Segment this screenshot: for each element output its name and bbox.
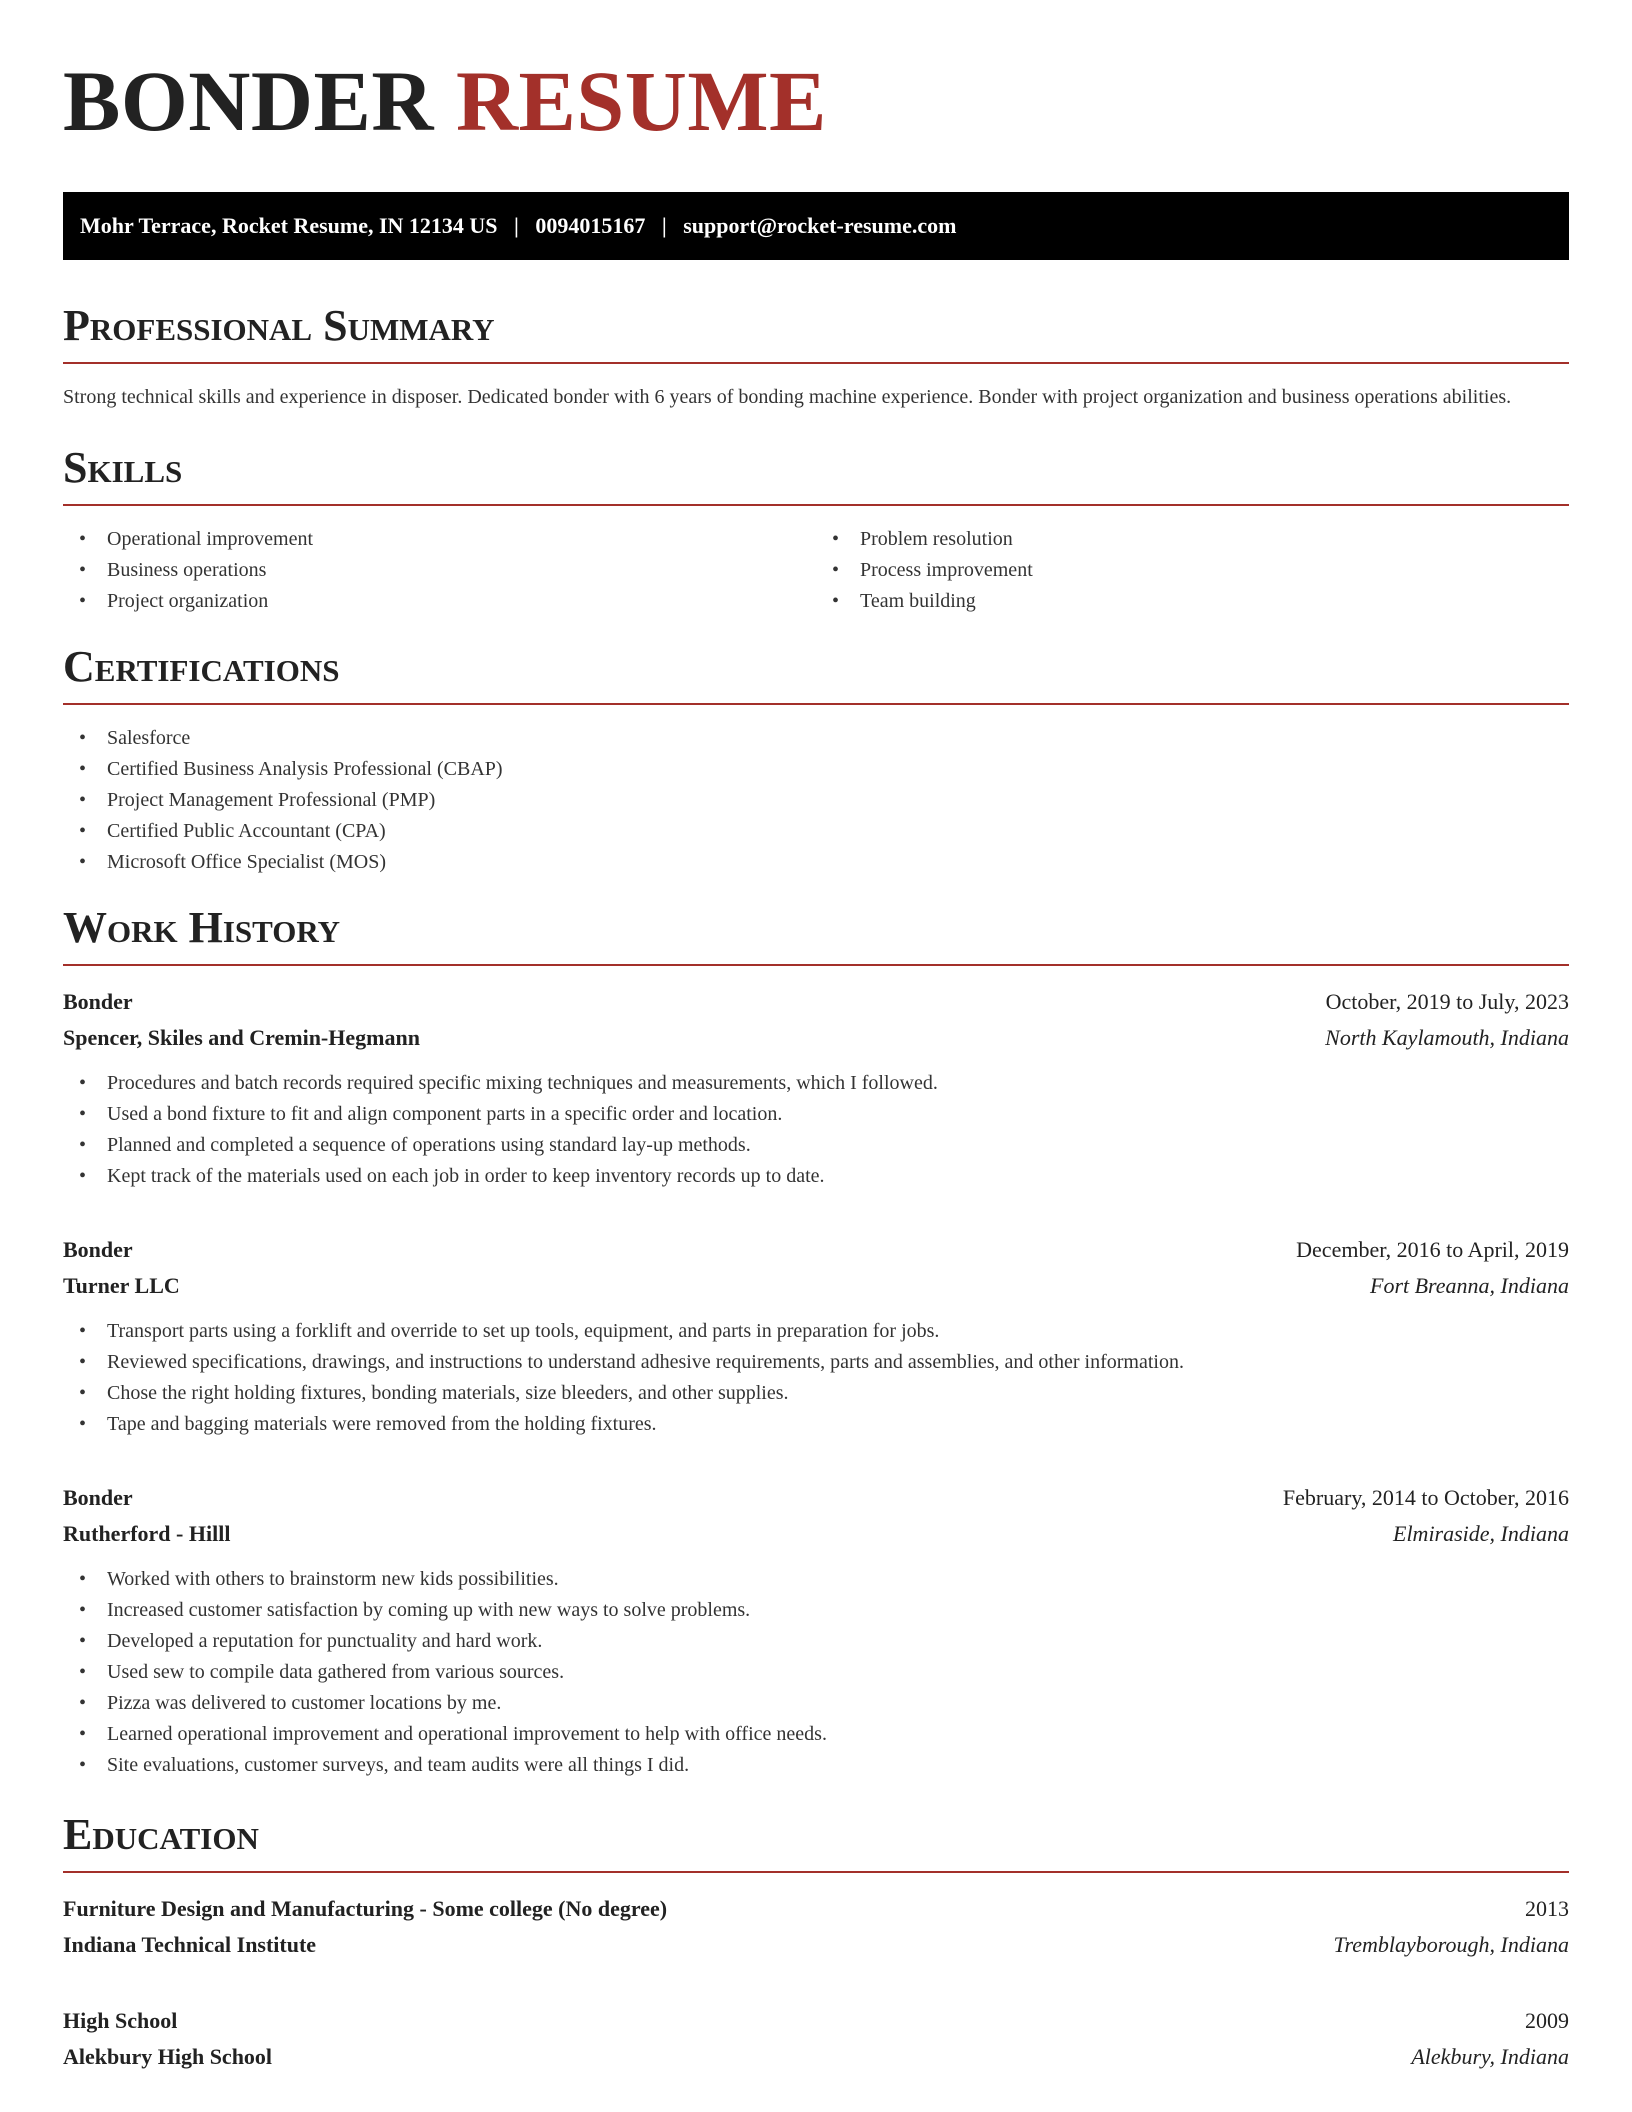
job-location: Fort Breanna, Indiana	[1370, 1273, 1569, 1298]
job-dates: December, 2016 to April, 2019	[1296, 1237, 1569, 1262]
education-school: Indiana Technical Institute	[63, 1932, 317, 1957]
certification-item: • Certified Public Accountant (CPA)	[63, 816, 1569, 847]
education-entry	[63, 1891, 1569, 1963]
job-title: Bonder	[63, 1237, 133, 1262]
work-history-heading: Work History	[63, 906, 1569, 966]
bullet-icon: •	[79, 1320, 87, 1342]
summary-text: Strong technical skills and experience in disposer. Dedicated bonder with 6 years of bonding machine experience. Bonder with project organization and business operations abilities.	[63, 386, 1512, 408]
job-bullet: • Reviewed specifications, drawings, and instructions to understand adhesive requirements, parts and assemblies, and other information.	[63, 1347, 1569, 1378]
job-bullet: • Planned and completed a sequence of operations using standard lay-up methods.	[63, 1130, 1569, 1161]
contact-bar	[63, 192, 1569, 260]
job-bullet: • Developed a reputation for punctuality and hard work.	[63, 1626, 1569, 1657]
bullet-icon: •	[79, 1754, 87, 1776]
skills-columns	[63, 524, 1569, 617]
resume-title	[63, 0, 1569, 149]
education-location: Tremblayborough, Indiana	[1333, 1932, 1569, 1957]
job-entry	[63, 984, 1569, 1192]
bullet-icon: •	[79, 528, 87, 550]
job-company: Spencer, Skiles and Cremin-Hegmann	[63, 1025, 420, 1050]
education-school: Alekbury High School	[63, 2044, 273, 2069]
skills-section	[63, 443, 1569, 617]
education-year: 2013	[1525, 1896, 1569, 1921]
work-history-section	[63, 903, 1569, 1781]
education-degree: High School	[63, 2008, 178, 2033]
certification-item: • Project Management Professional (PMP)	[63, 785, 1569, 816]
skill-item: • Team building	[816, 586, 1569, 617]
job-location: North Kaylamouth, Indiana	[1325, 1025, 1569, 1050]
bullet-icon: •	[832, 559, 840, 581]
skill-item: • Business operations	[63, 555, 816, 586]
job-bullet: • Increased customer satisfaction by coming up with new ways to solve problems.	[63, 1595, 1569, 1626]
bullet-icon: •	[79, 559, 87, 581]
job-bullet: • Transport parts using a forklift and override to set up tools, equipment, and parts in preparation for jobs.	[63, 1316, 1569, 1347]
certifications-list	[63, 723, 1569, 878]
bullet-icon: •	[79, 1661, 87, 1683]
title-resume-word: RESUME	[455, 53, 827, 149]
job-bullets	[63, 1564, 1569, 1781]
certifications-section	[63, 642, 1569, 878]
job-bullets	[63, 1068, 1569, 1192]
certification-item: • Certified Business Analysis Professional (CBAP)	[63, 754, 1569, 785]
bullet-icon: •	[79, 1382, 87, 1404]
education-degree: Furniture Design and Manufacturing - Some college (No degree)	[63, 1896, 668, 1921]
skills-list-left	[63, 524, 816, 617]
bullet-icon: •	[79, 1103, 87, 1125]
bullet-icon: •	[79, 1351, 87, 1373]
job-company: Turner LLC	[63, 1273, 180, 1298]
bullet-icon: •	[79, 1692, 87, 1714]
bullet-icon: •	[79, 1413, 87, 1435]
bullet-icon: •	[79, 758, 87, 780]
job-bullet: • Worked with others to brainstorm new kids possibilities.	[63, 1564, 1569, 1595]
job-entry	[63, 1232, 1569, 1440]
bullet-icon: •	[832, 528, 840, 550]
education-entry	[63, 2003, 1569, 2075]
bullet-icon: •	[79, 1165, 87, 1187]
job-bullet: • Site evaluations, customer surveys, and team audits were all things I did.	[63, 1750, 1569, 1781]
certification-item: • Microsoft Office Specialist (MOS)	[63, 847, 1569, 878]
education-year: 2009	[1525, 2008, 1569, 2033]
skill-item: • Operational improvement	[63, 524, 816, 555]
bullet-icon: •	[79, 1134, 87, 1156]
bullet-icon: •	[79, 1568, 87, 1590]
education-location: Alekbury, Indiana	[1411, 2044, 1569, 2069]
job-bullet: • Pizza was delivered to customer locations by me.	[63, 1688, 1569, 1719]
skill-item: • Problem resolution	[816, 524, 1569, 555]
job-bullet: • Kept track of the materials used on each job in order to keep inventory records up to date.	[63, 1161, 1569, 1192]
job-title: Bonder	[63, 1485, 133, 1510]
job-bullet: • Used sew to compile data gathered from various sources.	[63, 1657, 1569, 1688]
job-bullet: • Procedures and batch records required specific mixing techniques and measurements, which I followed.	[63, 1068, 1569, 1099]
job-bullet: • Tape and bagging materials were removed from the holding fixtures.	[63, 1409, 1569, 1440]
skill-item: • Process improvement	[816, 555, 1569, 586]
job-dates: February, 2014 to October, 2016	[1282, 1485, 1569, 1510]
education-heading: Education	[63, 1813, 1569, 1873]
job-bullet: • Chose the right holding fixtures, bonding materials, size bleeders, and other supplies.	[63, 1378, 1569, 1409]
job-location: Elmiraside, Indiana	[1393, 1521, 1569, 1546]
skill-item: • Project organization	[63, 586, 816, 617]
job-bullets	[63, 1316, 1569, 1440]
skills-list-right	[816, 524, 1569, 617]
job-bullet: • Learned operational improvement and operational improvement to help with office needs.	[63, 1719, 1569, 1750]
bullet-icon: •	[79, 820, 87, 842]
summary-section	[63, 301, 1569, 412]
title-name: BONDER	[63, 53, 434, 149]
bullet-icon: •	[79, 1072, 87, 1094]
bullet-icon: •	[832, 590, 840, 612]
job-title: Bonder	[63, 989, 133, 1014]
contact-info: Mohr Terrace, Rocket Resume, IN 12134 US | 0094015167 | support@rocket-resume.com	[80, 213, 957, 238]
skills-heading: Skills	[63, 446, 1569, 506]
bullet-icon: •	[79, 1599, 87, 1621]
summary-heading: Professional Summary	[63, 304, 1569, 364]
bullet-icon: •	[79, 590, 87, 612]
bullet-icon: •	[79, 789, 87, 811]
job-company: Rutherford - Hilll	[63, 1521, 231, 1546]
bullet-icon: •	[79, 727, 87, 749]
certifications-heading: Certifications	[63, 645, 1569, 705]
bullet-icon: •	[79, 1630, 87, 1652]
certification-item: • Salesforce	[63, 723, 1569, 754]
job-dates: October, 2019 to July, 2023	[1325, 989, 1569, 1014]
job-entry	[63, 1480, 1569, 1781]
education-section	[63, 1810, 1569, 2075]
job-bullet: • Used a bond fixture to fit and align component parts in a specific order and location.	[63, 1099, 1569, 1130]
bullet-icon: •	[79, 851, 87, 873]
bullet-icon: •	[79, 1723, 87, 1745]
